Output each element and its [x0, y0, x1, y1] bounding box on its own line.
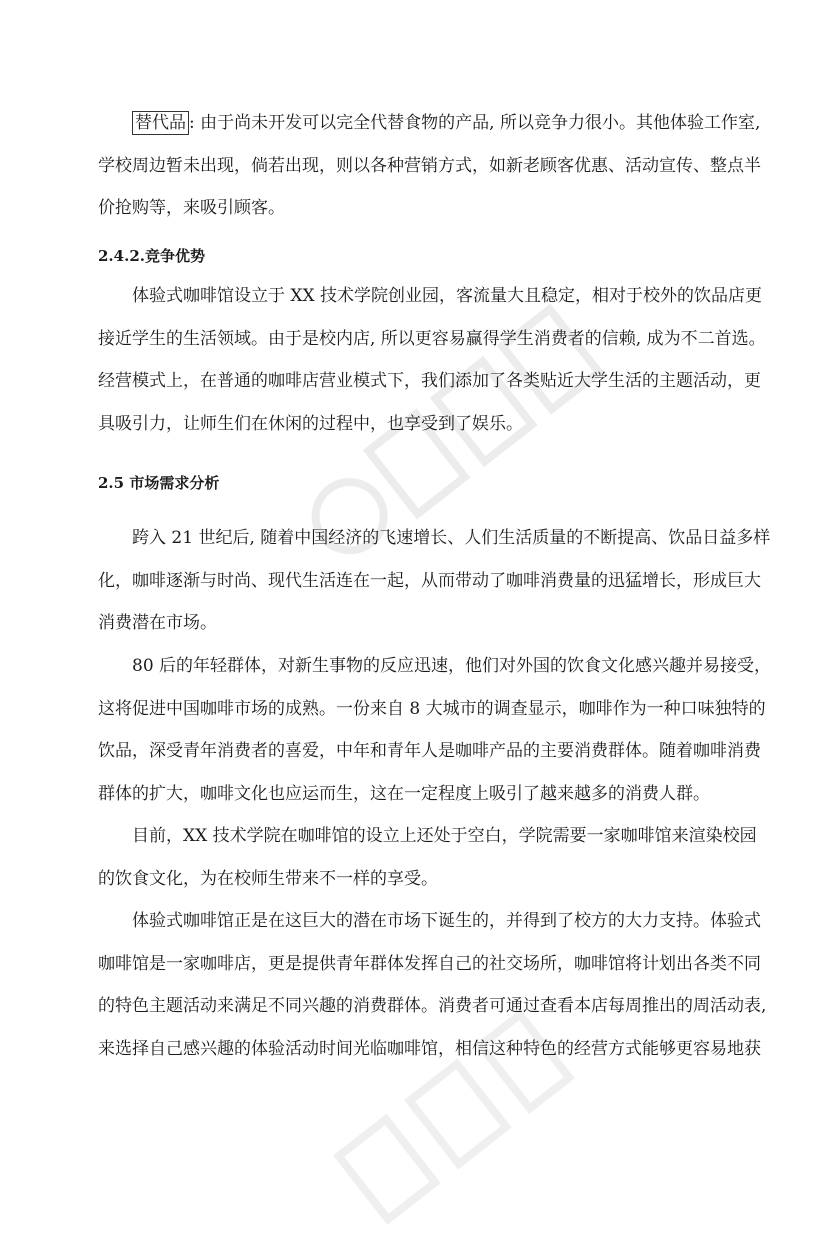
- paragraph-line: 80 后的年轻群体，对新生事物的反应迅速，他们对外国的饮食文化感兴趣并易接受，: [132, 656, 772, 676]
- paragraph-line: 接近学生的生活领域。由于是校内店, 所以更容易赢得学生消费者的信赖, 成为不二首选。: [98, 328, 766, 349]
- paragraph-line: 的饮食文化，为在校师生带来不一样的享受。: [98, 868, 438, 889]
- paragraph-line: 替代品 : 由于尚未开发可以完全代替食物的产品, 所以竞争力很小。其他体验工作室,: [98, 102, 754, 145]
- section-heading-market-demand: 2.5 市场需求分析: [98, 474, 220, 492]
- paragraph-line: 具吸引力，让师生们在休闲的过程中，也享受到了娱乐。: [98, 413, 523, 434]
- paragraph-line: 体验式咖啡馆正是在这巨大的潜在市场下诞生的，并得到了校方的大力支持。体验式: [132, 911, 761, 931]
- paragraph-demand-4: [98, 900, 767, 1070]
- paragraph-line: 化，咖啡逐渐与时尚、现代生活连在一起，从而带动了咖啡消费量的迅猛增长，形成巨大: [98, 570, 761, 591]
- section-heading-competitive-advantage: 2.4.2.竞争优势: [98, 247, 205, 265]
- paragraph-line: 群体的扩大，咖啡文化也应运而生，这在一定程度上吸引了越来越多的消费人群。: [98, 783, 710, 804]
- paragraph-line: 目前，XX 技术学院在咖啡馆的设立上还处于空白，学院需要一家咖啡馆来渲染校园: [132, 826, 757, 846]
- paragraph-line: 这将促进中国咖啡市场的成熟。一份来自 8 大城市的调查显示，咖啡作为一种口味独特的: [98, 698, 766, 719]
- paragraph-line: 咖啡馆是一家咖啡店，更是提供青年群体发挥自己的社交场所，咖啡馆将计划出各类不同: [98, 953, 761, 974]
- boxed-term: 替代品: [132, 111, 189, 135]
- paragraph-line: 来选择自己感兴趣的体验活动时间光临咖啡馆，相信这种特色的经营方式能够更容易地获: [98, 1038, 761, 1059]
- paragraph-line: 的特色主题活动来满足不同兴趣的消费群体。消费者可通过查看本店每周推出的周活动表,: [98, 996, 767, 1016]
- paragraph-line: 体验式咖啡馆设立于 XX 技术学院创业园，客流量大且稳定，相对于校外的饮品店更: [132, 286, 763, 306]
- paragraph-line: 经营模式上，在普通的咖啡店营业模式下，我们添加了各类贴近大学生活的主题活动，更: [98, 371, 761, 391]
- paragraph-line: 跨入 21 世纪后, 随着中国经济的飞速增长、人们生活质量的不断提高、饮品日益多样: [132, 528, 771, 548]
- paragraph-substitutes: [98, 102, 761, 230]
- paragraph-line: 学校周边暂未出现，倘若出现，则以各种营销方式，如新老顾客优惠、活动宣传、整点半: [98, 155, 761, 176]
- paragraph-line: 消费潜在市场。: [98, 613, 217, 633]
- paragraph-line: 饮品，深受青年消费者的喜爱，中年和青年人是咖啡产品的主要消费群体。随着咖啡消费: [98, 741, 761, 761]
- paragraph-advantage: [98, 275, 766, 445]
- paragraph-line: 价抢购等，来吸引顾客。: [98, 198, 285, 218]
- paragraph-demand-1: [98, 517, 771, 645]
- paragraph-demand-2: [98, 645, 772, 815]
- paragraph-demand-3: [98, 815, 757, 900]
